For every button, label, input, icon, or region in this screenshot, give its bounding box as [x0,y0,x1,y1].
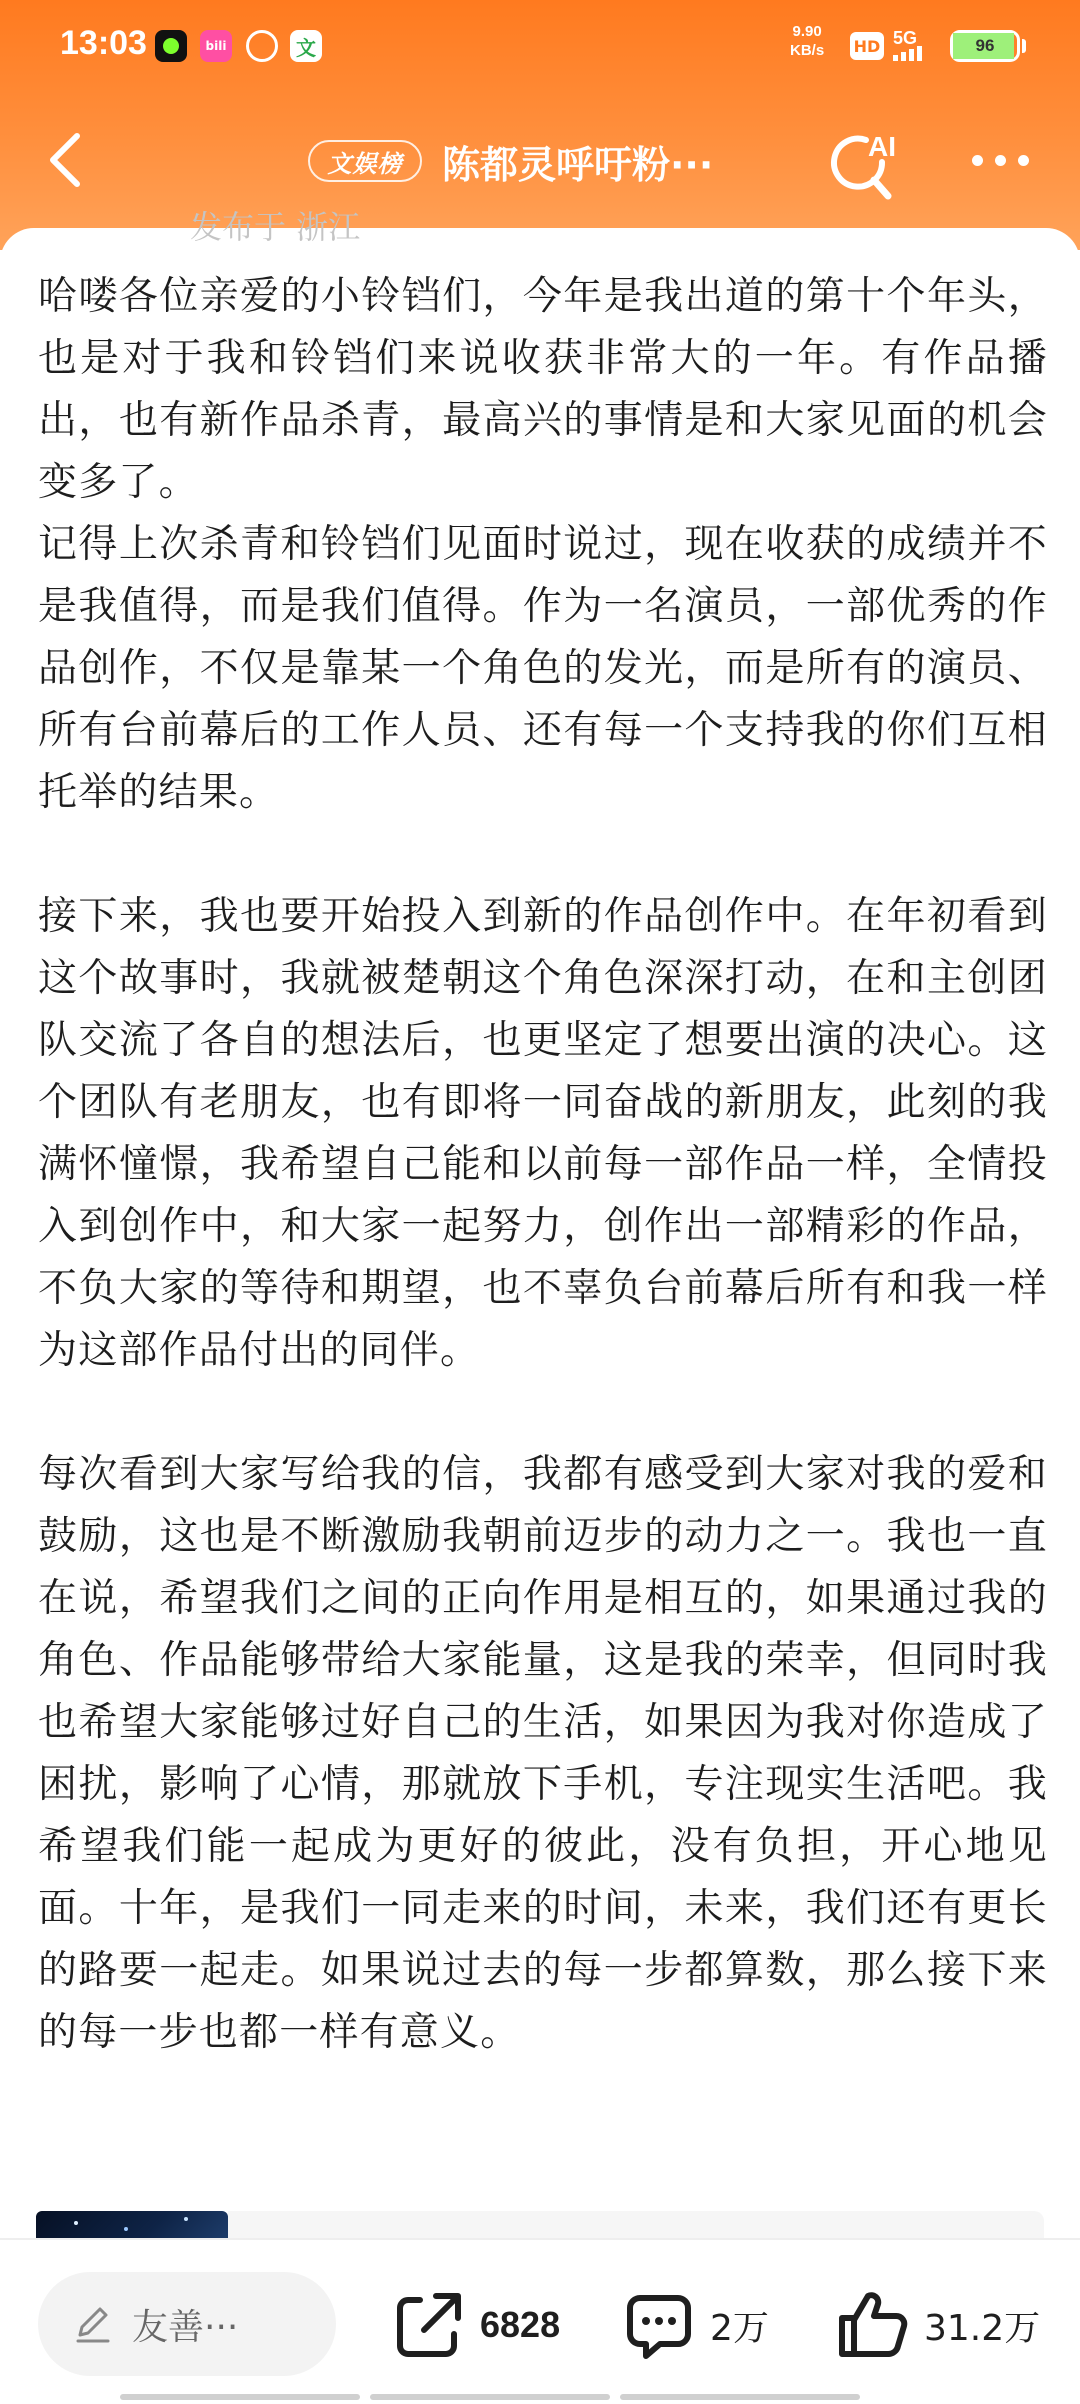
post-article [38,266,1048,2064]
battery-icon [950,30,1020,62]
article-paragraph: 记得上次杀青和铃铛们见面时说过，现在收获的成绩并不是我值得，而是我们值得。作为一名演员，一部优秀的作品创作，不仅是靠某一个角色的发光，而是所有的演员、所有台前幕后的工作人员、还有每一个支持我的你们互相托举的结果。 [38,522,1048,815]
entertainment-board-badge[interactable]: 文娱榜 [308,140,422,182]
ai-search-button[interactable] [820,118,910,208]
leaf-app-icon [246,30,278,62]
share-icon [390,2286,468,2364]
bottom-action-bar [0,2238,1080,2404]
wen-app-icon: 文 [290,30,322,62]
battery-level: 96 [975,36,995,55]
article-spacer [38,824,1048,886]
hd-icon: HD [850,32,884,60]
page-title: 陈都灵呼吁粉··· [442,143,714,187]
share-button[interactable] [390,2280,560,2370]
chevron-left-icon [45,130,85,190]
header [0,0,1080,250]
system-nav-indicator [0,2394,1080,2404]
more-options-button[interactable] [955,140,1045,180]
status-time: 13:03 [60,24,147,62]
network-speed-unit: KB/s [790,42,825,59]
ai-label: AI [868,131,896,162]
notification-app-icon [155,30,187,62]
dot-icon [995,155,1006,166]
ai-search-icon [820,118,910,208]
like-count: 31.2万 [924,2307,1041,2349]
network-speed-value: 9.90 [792,23,822,40]
comment-button[interactable] [620,2280,769,2370]
article-spacer [38,1382,1048,1444]
comment-count: 2万 [710,2307,769,2349]
share-count: 6828 [480,2304,561,2345]
signal-icon [893,46,922,61]
post-meta: 发布于 浙江 [190,208,361,246]
post-image-thumbnail[interactable] [36,2211,228,2241]
bilibili-icon: bili [200,30,232,62]
article-paragraph: 哈喽各位亲爱的小铃铛们，今年是我出道的第十个年头，也是对于我和铃铛们来说收获非常大的一年。有作品播出，也有新作品杀青，最高兴的事情是和大家见面的机会变多了。 [38,274,1048,505]
like-button[interactable] [834,2280,1040,2370]
dot-icon [972,155,983,166]
thumbs-up-icon [834,2286,912,2364]
comment-icon [620,2286,698,2364]
status-bar [0,0,1080,92]
nav-bar [0,110,1080,210]
article-paragraph: 每次看到大家写给我的信，我都有感受到大家对我的爱和鼓励，这也是不断激励我朝前迈步的动力之一。我也一直在说，希望我们之间的正向作用是相互的，如果通过我的角色、作品能够带给大家能量，这是我的荣幸，但同时我也希望大家能够过好自己的生活，如果因为我对你造成了困扰，影响了心情，那就放下手机，专注现实生活吧。我希望我们能一起成为更好的彼此，没有负担，开心地见面。十年，是我们一同走来的时间，未来，我们还有更长的路要一起走。如果说过去的每一步都算数，那么接下来的每一步也都一样有意义。 [38,1452,1048,2055]
article-paragraph: 接下来，我也要开始投入到新的作品创作中。在年初看到这个故事时，我就被楚朝这个角色深深打动，在和主创团队交流了各自的想法后，也更坚定了想要出演的决心。这个团队有老朋友，也有即将一同奋战的新朋友，此刻的我满怀憧憬，我希望自己能和以前每一部作品一样，全情投入到创作中，和大家一起努力，创作出一部精彩的作品，不负大家的等待和期望，也不辜负台前幕后所有和我一样为这部作品付出的同伴。 [38,894,1048,1373]
post-content-card [0,208,1080,2238]
comment-placeholder: 友善··· [132,2306,239,2348]
post-link-card[interactable] [228,2211,1044,2241]
pencil-icon [72,2303,114,2345]
network-speed [790,22,824,60]
comment-input[interactable] [38,2272,336,2376]
dot-icon [1018,155,1029,166]
back-button[interactable] [30,125,100,195]
network-type: 5G [893,28,918,48]
battery-tip [1022,39,1026,53]
